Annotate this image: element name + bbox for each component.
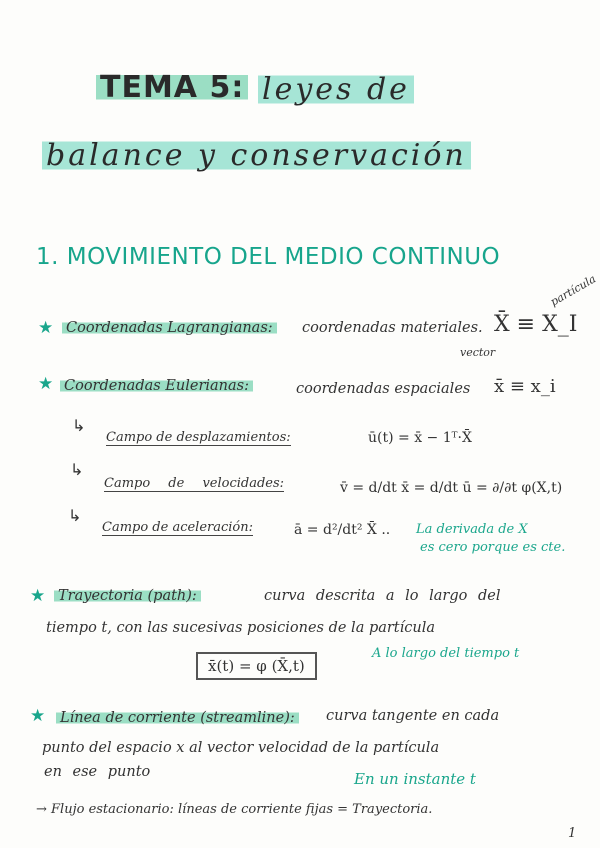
eulerianas-label: Coordenadas Eulerianas: [60,378,253,394]
title-part2: leyes de [258,72,414,107]
star-bullet-icon: ★ [38,318,54,338]
sub-arrow-icon: ↳ [70,460,84,479]
star-bullet-icon: ★ [30,586,46,606]
desplazamientos-label: Campo de desplazamientos: [106,430,291,445]
derivada-note-line2: es cero porque es cte. [420,540,566,555]
trayectoria-equation-box: x̄(t) = φ (X̄,t) [196,652,317,680]
section-heading: 1. MOVIMIENTO DEL MEDIO CONTINUO [36,244,501,270]
trayectoria-note: A lo largo del tiempo t [372,646,520,661]
aceleracion-equation: ā = d²/dt² X̄ .. [294,522,391,538]
note-particula: partícula [548,272,599,309]
star-bullet-icon: ★ [38,374,54,394]
trayectoria-text-line1: curva descrita a lo largo del [264,588,501,604]
eulerianas-equation: x̄ ≡ x_i [494,376,556,397]
lagrangianas-text: coordenadas materiales. [302,320,483,336]
note-vector: vector [460,346,496,359]
corriente-text-line1: curva tangente en cada [326,708,500,724]
flujo-estacionario-text: → Flujo estacionario: líneas de corriente fijas = Trayectoria. [36,802,433,817]
velocidades-equation: v̄ = d/dt x̄ = d/dt ū = ∂/∂t φ(X,t) [340,480,563,496]
title-line2: balance y conservación [42,138,471,173]
corriente-text-line3: en ese punto [44,764,151,780]
sub-arrow-icon: ↳ [68,506,82,525]
corriente-label: Línea de corriente (streamline): [56,710,299,726]
corriente-note: En un instante t [354,770,476,788]
trayectoria-label: Trayectoria (path): [54,588,201,604]
derivada-note-line1: La derivada de X [416,522,528,537]
eulerianas-text: coordenadas espaciales [296,381,471,397]
desplazamientos-equation: ū(t) = x̄ − 1ᵀ·X̄ [368,430,472,446]
lagrangianas-label: Coordenadas Lagrangianas: [62,320,277,336]
corriente-text-line2: punto del espacio x al vector velocidad de la partícula [42,740,440,756]
star-bullet-icon: ★ [30,706,46,726]
lagrangianas-equation: X̄ ≡ X_I [494,312,578,337]
trayectoria-text-line2: tiempo t, con las sucesivas posiciones de la partícula [46,620,436,636]
velocidades-label: Campo de velocidades: [104,476,285,491]
aceleracion-label: Campo de aceleración: [102,520,254,535]
title-part1: TEMA 5: [96,70,248,105]
sub-arrow-icon: ↳ [72,416,86,435]
page-number: 1 [568,826,577,841]
